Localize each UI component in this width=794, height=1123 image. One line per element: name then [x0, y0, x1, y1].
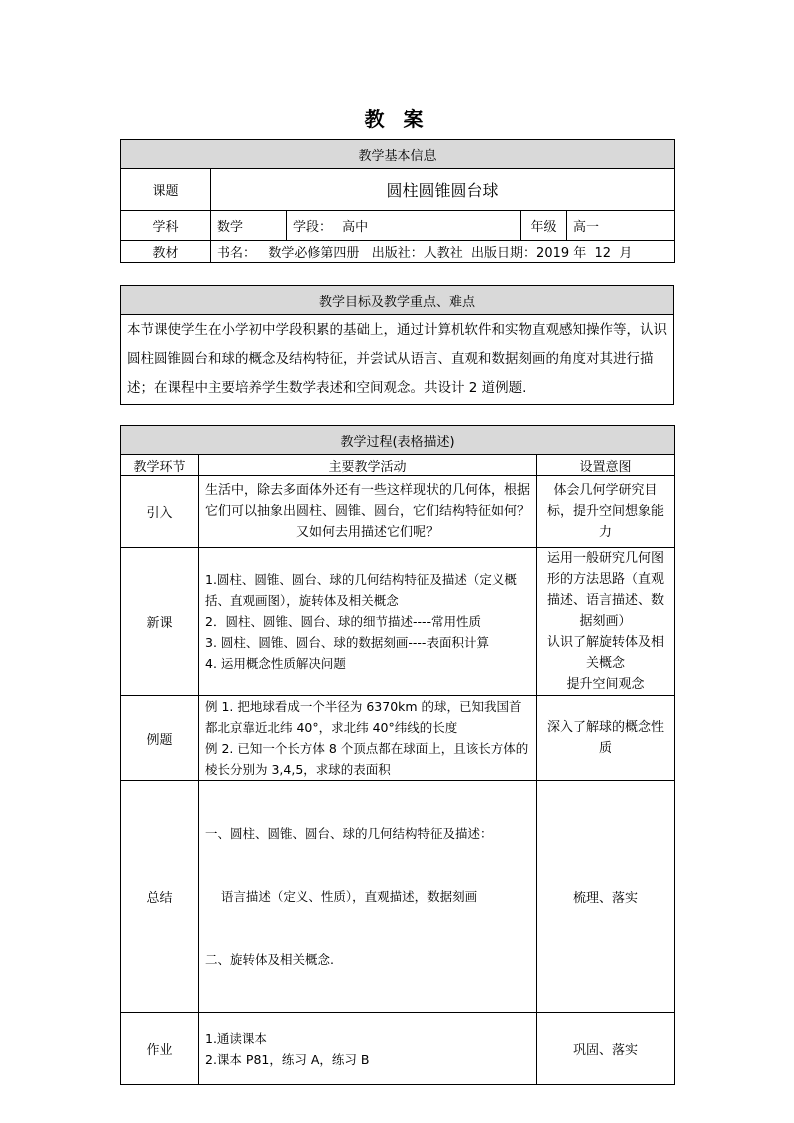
table-row: [121, 1013, 675, 1085]
subject-label: 学科: [121, 211, 211, 241]
intent-line: 深入了解球的概念性质: [547, 720, 665, 756]
stage-label: 学段：: [293, 220, 333, 235]
row-intent: [537, 1013, 675, 1085]
activity-line: 1.通读课本: [205, 1030, 267, 1046]
goals-text: 本节课使学生在小学初中学段积累的基础上，通过计算机软件和实物直观感知操作等，认识圆柱圆锥圆台和球的概念及结构特征，并尝试从语言、直观和数据刻画的角度对其进行描述；在课程中主要培养学生数学表述和空间观念。共设计 2 道例题.: [121, 315, 674, 405]
activity-line: 生活中，除去多面体外还有一些这样现状的几何体，根据它们可以抽象出圆柱、圆锥、圆台，它们结构特征如何？又如何去用描述它们呢？: [205, 483, 531, 540]
intent-line: 运用一般研究几何图形的方法思路（直观描述、语言描述、数据刻画）: [547, 551, 665, 629]
row-intent: [537, 476, 675, 548]
textbook-value: 书名： 数学必修第四册 出版社：人教社 出版日期：2019 年 12 月: [211, 241, 675, 263]
topic-label: 课题: [121, 169, 211, 211]
textbook-label: 教材: [121, 241, 211, 263]
stage-cell: [287, 211, 521, 241]
process-header: 教学过程(表格描述): [121, 426, 675, 455]
basic-info-table: [120, 139, 675, 263]
table-row: [121, 548, 675, 696]
basic-info-header: 教学基本信息: [121, 140, 675, 169]
intent-line: 体会几何学研究目标，提升空间想象能力: [547, 483, 665, 540]
stage-value: 高中: [342, 220, 369, 235]
goals-table: [120, 285, 674, 405]
topic-value: 圆柱圆锥圆台球: [211, 169, 675, 211]
row-intent: [537, 548, 675, 696]
activity-line: 4. 运用概念性质解决问题: [205, 656, 346, 671]
activity-line: 3. 圆柱、圆锥、圆台、球的数据刻画----表面积计算: [205, 635, 489, 650]
activity-line: 语言描述（定义、性质），直观描述，数据刻画: [205, 889, 478, 904]
page-title: 教 案: [364, 107, 430, 131]
grade-value: 高一: [567, 211, 675, 241]
row-stage: 引入: [121, 476, 199, 548]
intent-line: 梳理、落实: [573, 891, 639, 906]
row-activity: [199, 1013, 537, 1085]
process-table: [120, 425, 675, 1085]
row-stage: 例题: [121, 696, 199, 781]
intent-line: 巩固、落实: [573, 1043, 639, 1058]
row-activity: [199, 476, 537, 548]
column-header-intent: 设置意图: [537, 455, 675, 476]
activity-line: 例 2. 已知一个长方体 8 个顶点都在球面上，且该长方体的棱长分别为 3,4,5，求球的表面积: [205, 741, 529, 777]
activity-line: 1.圆柱、圆锥、圆台、球的几何结构特征及描述（定义概括、直观画图），旋转体及相关概念: [205, 572, 517, 608]
row-activity: [199, 548, 537, 696]
table-row: [121, 476, 675, 548]
row-stage: 总结: [121, 781, 199, 1013]
intent-line: 提升空间观念: [566, 677, 645, 692]
row-activity: [199, 696, 537, 781]
activity-line: 例 1. 把地球看成一个半径为 6370km 的球，已知我国首都北京靠近北纬 40°，求北纬 40°纬线的长度: [205, 699, 522, 735]
column-header-activity: 主要教学活动: [199, 455, 537, 476]
column-header-stage: 教学环节: [121, 455, 199, 476]
activity-line: 2．圆柱、圆锥、圆台、球的细节描述----常用性质: [205, 614, 481, 629]
intent-line: 认识了解旋转体及相关概念: [547, 635, 665, 671]
row-intent: [537, 696, 675, 781]
activity-line: 一、圆柱、圆锥、圆台、球的几何结构特征及描述：: [205, 826, 493, 841]
row-intent: [537, 781, 675, 1013]
grade-label: 年级: [521, 211, 567, 241]
table-row: [121, 696, 675, 781]
subject-value: 数学: [211, 211, 287, 241]
goals-header: 教学目标及教学重点、难点: [121, 286, 674, 315]
activity-line: 二、旋转体及相关概念.: [205, 952, 334, 967]
table-row: [121, 781, 675, 1013]
row-stage: 作业: [121, 1013, 199, 1085]
row-activity: [199, 781, 537, 1013]
activity-line: 2.课本 P81，练习 A，练习 B: [205, 1051, 370, 1067]
row-stage: 新课: [121, 548, 199, 696]
